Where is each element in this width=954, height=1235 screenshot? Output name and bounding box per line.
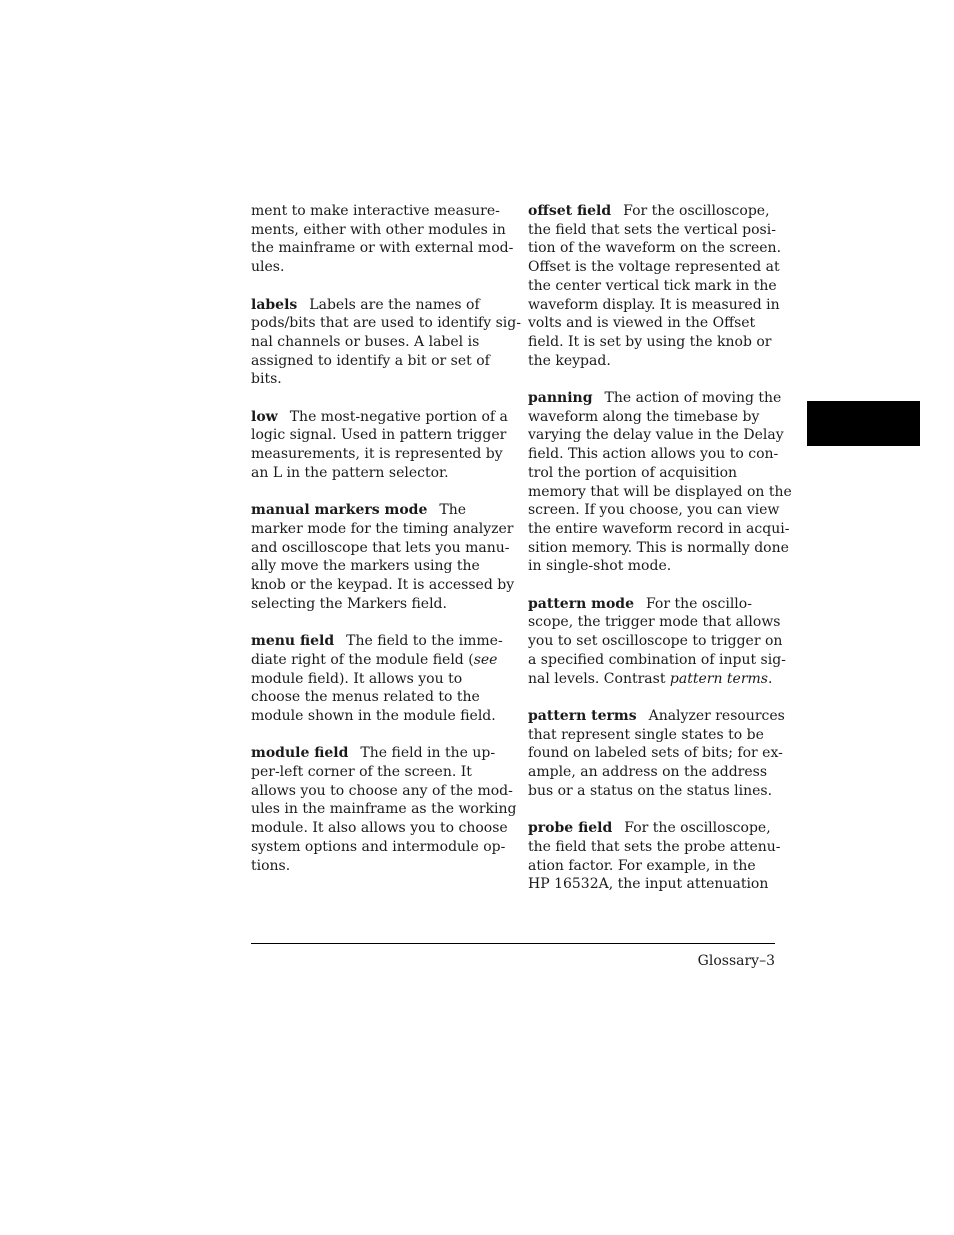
text-line: The field in the up-: [360, 745, 496, 762]
text-line: .: [767, 670, 773, 687]
text-line: module. It also allows you to choose: [251, 820, 508, 837]
glossary-term: menu field: [251, 633, 335, 650]
text-line: memory that will be displayed on the: [528, 483, 792, 500]
text-line: you to set oscilloscope to trigger on: [528, 633, 783, 650]
glossary-entry-pattern-mode: [528, 595, 786, 689]
text-line: Labels are the names of: [309, 296, 480, 313]
text-line: ments, either with other modules in: [251, 221, 506, 238]
emphasis-text: pattern terms: [669, 670, 768, 687]
text-line: tions.: [251, 857, 291, 874]
text-line: per-left corner of the screen. It: [251, 764, 472, 781]
text-line: tion of the waveform on the screen.: [528, 240, 782, 257]
text-line: For the oscilloscope,: [623, 203, 770, 219]
glossary-entry-low: [251, 408, 507, 483]
glossary-term: probe field: [528, 820, 613, 837]
text-line: For the oscilloscope,: [624, 820, 771, 837]
glossary-entry-menu-field: [251, 632, 507, 726]
glossary-term: low: [251, 408, 278, 425]
text-line: the entire waveform record in acqui-: [528, 520, 790, 537]
glossary-entry-labels: [251, 296, 521, 390]
footer-divider: [251, 943, 775, 944]
text-line: the field that sets the vertical posi-: [528, 221, 776, 238]
text-line: Offset is the voltage represented at: [528, 259, 780, 276]
glossary-entry-manual-markers-mode: [251, 501, 515, 613]
glossary-entry-continuation: [251, 202, 514, 277]
page-number: Glossary–3: [697, 953, 775, 969]
text-line: logic signal. Used in pattern trigger: [251, 427, 507, 444]
glossary-term: offset field: [528, 203, 612, 219]
glossary-entry-pattern-terms: [528, 707, 785, 801]
text-line: field. This action allows you to con-: [528, 446, 779, 463]
text-line: The field to the imme-: [346, 633, 503, 650]
emphasis-text: see: [473, 651, 498, 668]
text-line: an L in the pattern selector.: [251, 464, 449, 481]
text-line: the keypad.: [528, 352, 611, 369]
text-line: The most-negative portion of a: [289, 408, 508, 425]
text-line: measurements, it is represented by: [251, 446, 503, 463]
text-line: the field that sets the probe attenu-: [528, 838, 781, 855]
right-column: [528, 202, 792, 913]
text-line: diate right of the module field (: [251, 651, 474, 668]
text-line: nal levels. Contrast: [528, 670, 670, 687]
glossary-entry-module-field: [251, 744, 517, 875]
text-line: the center vertical tick mark in the: [528, 277, 777, 294]
text-line: ment to make interactive measure-: [251, 203, 500, 219]
text-line: sition memory. This is normally done: [528, 539, 789, 556]
glossary-entry-offset-field: [528, 202, 782, 370]
text-line: scope, the trigger mode that allows: [528, 614, 781, 631]
text-line: in single-shot mode.: [528, 558, 672, 575]
text-line: knob or the keypad. It is accessed by: [251, 577, 515, 594]
text-line: waveform display. It is measured in: [528, 296, 780, 313]
text-line: nal channels or buses. A label is: [251, 333, 480, 350]
glossary-term: labels: [251, 296, 298, 313]
text-line: field. It is set by using the knob or: [528, 333, 772, 350]
text-line: volts and is viewed in the Offset: [528, 315, 756, 332]
text-line: module field). It allows you to: [251, 670, 463, 687]
text-line: waveform along the timebase by: [528, 408, 760, 425]
text-line: For the oscillo-: [645, 595, 752, 612]
section-thumb-tab: [807, 401, 920, 446]
text-line: HP 16532A, the input attenuation: [528, 876, 769, 893]
glossary-term: panning: [528, 390, 593, 407]
glossary-term: module field: [251, 745, 349, 762]
text-line: bits.: [251, 371, 282, 388]
glossary-entry-panning: [528, 389, 792, 576]
text-line: choose the menus related to the: [251, 689, 480, 706]
text-line: the mainframe or with external mod-: [251, 240, 514, 257]
text-line: allows you to choose any of the mod-: [251, 782, 513, 799]
text-line: The action of moving the: [604, 390, 782, 407]
text-line: ules in the mainframe as the working: [251, 801, 517, 818]
left-column: [251, 202, 521, 894]
text-line: and oscilloscope that lets you manu-: [251, 539, 510, 556]
glossary-entry-probe-field: [528, 819, 781, 894]
text-line: Analyzer resources: [648, 707, 785, 724]
text-line: ally move the markers using the: [251, 558, 480, 575]
text-line: assigned to identify a bit or set of: [251, 352, 490, 369]
text-line: module shown in the module field.: [251, 707, 496, 724]
text-line: trol the portion of acquisition: [528, 464, 738, 481]
glossary-term: manual markers mode: [251, 502, 428, 519]
text-line: pods/bits that are used to identify sig-: [251, 315, 521, 332]
text-line: screen. If you choose, you can view: [528, 502, 780, 519]
text-line: ules.: [251, 259, 285, 276]
text-line: ation factor. For example, in the: [528, 857, 756, 874]
glossary-term: pattern terms: [528, 707, 637, 724]
text-line: a specified combination of input sig-: [528, 651, 786, 668]
text-line: system options and intermodule op-: [251, 838, 506, 855]
text-line: The: [439, 502, 466, 519]
text-line: varying the delay value in the Delay: [528, 427, 784, 444]
text-line: found on labeled sets of bits; for ex-: [528, 745, 783, 762]
text-line: that represent single states to be: [528, 726, 764, 743]
glossary-term: pattern mode: [528, 595, 634, 612]
text-line: selecting the Markers field.: [251, 595, 447, 612]
text-line: bus or a status on the status lines.: [528, 782, 773, 799]
text-line: marker mode for the timing analyzer: [251, 520, 514, 537]
text-line: ample, an address on the address: [528, 764, 768, 781]
